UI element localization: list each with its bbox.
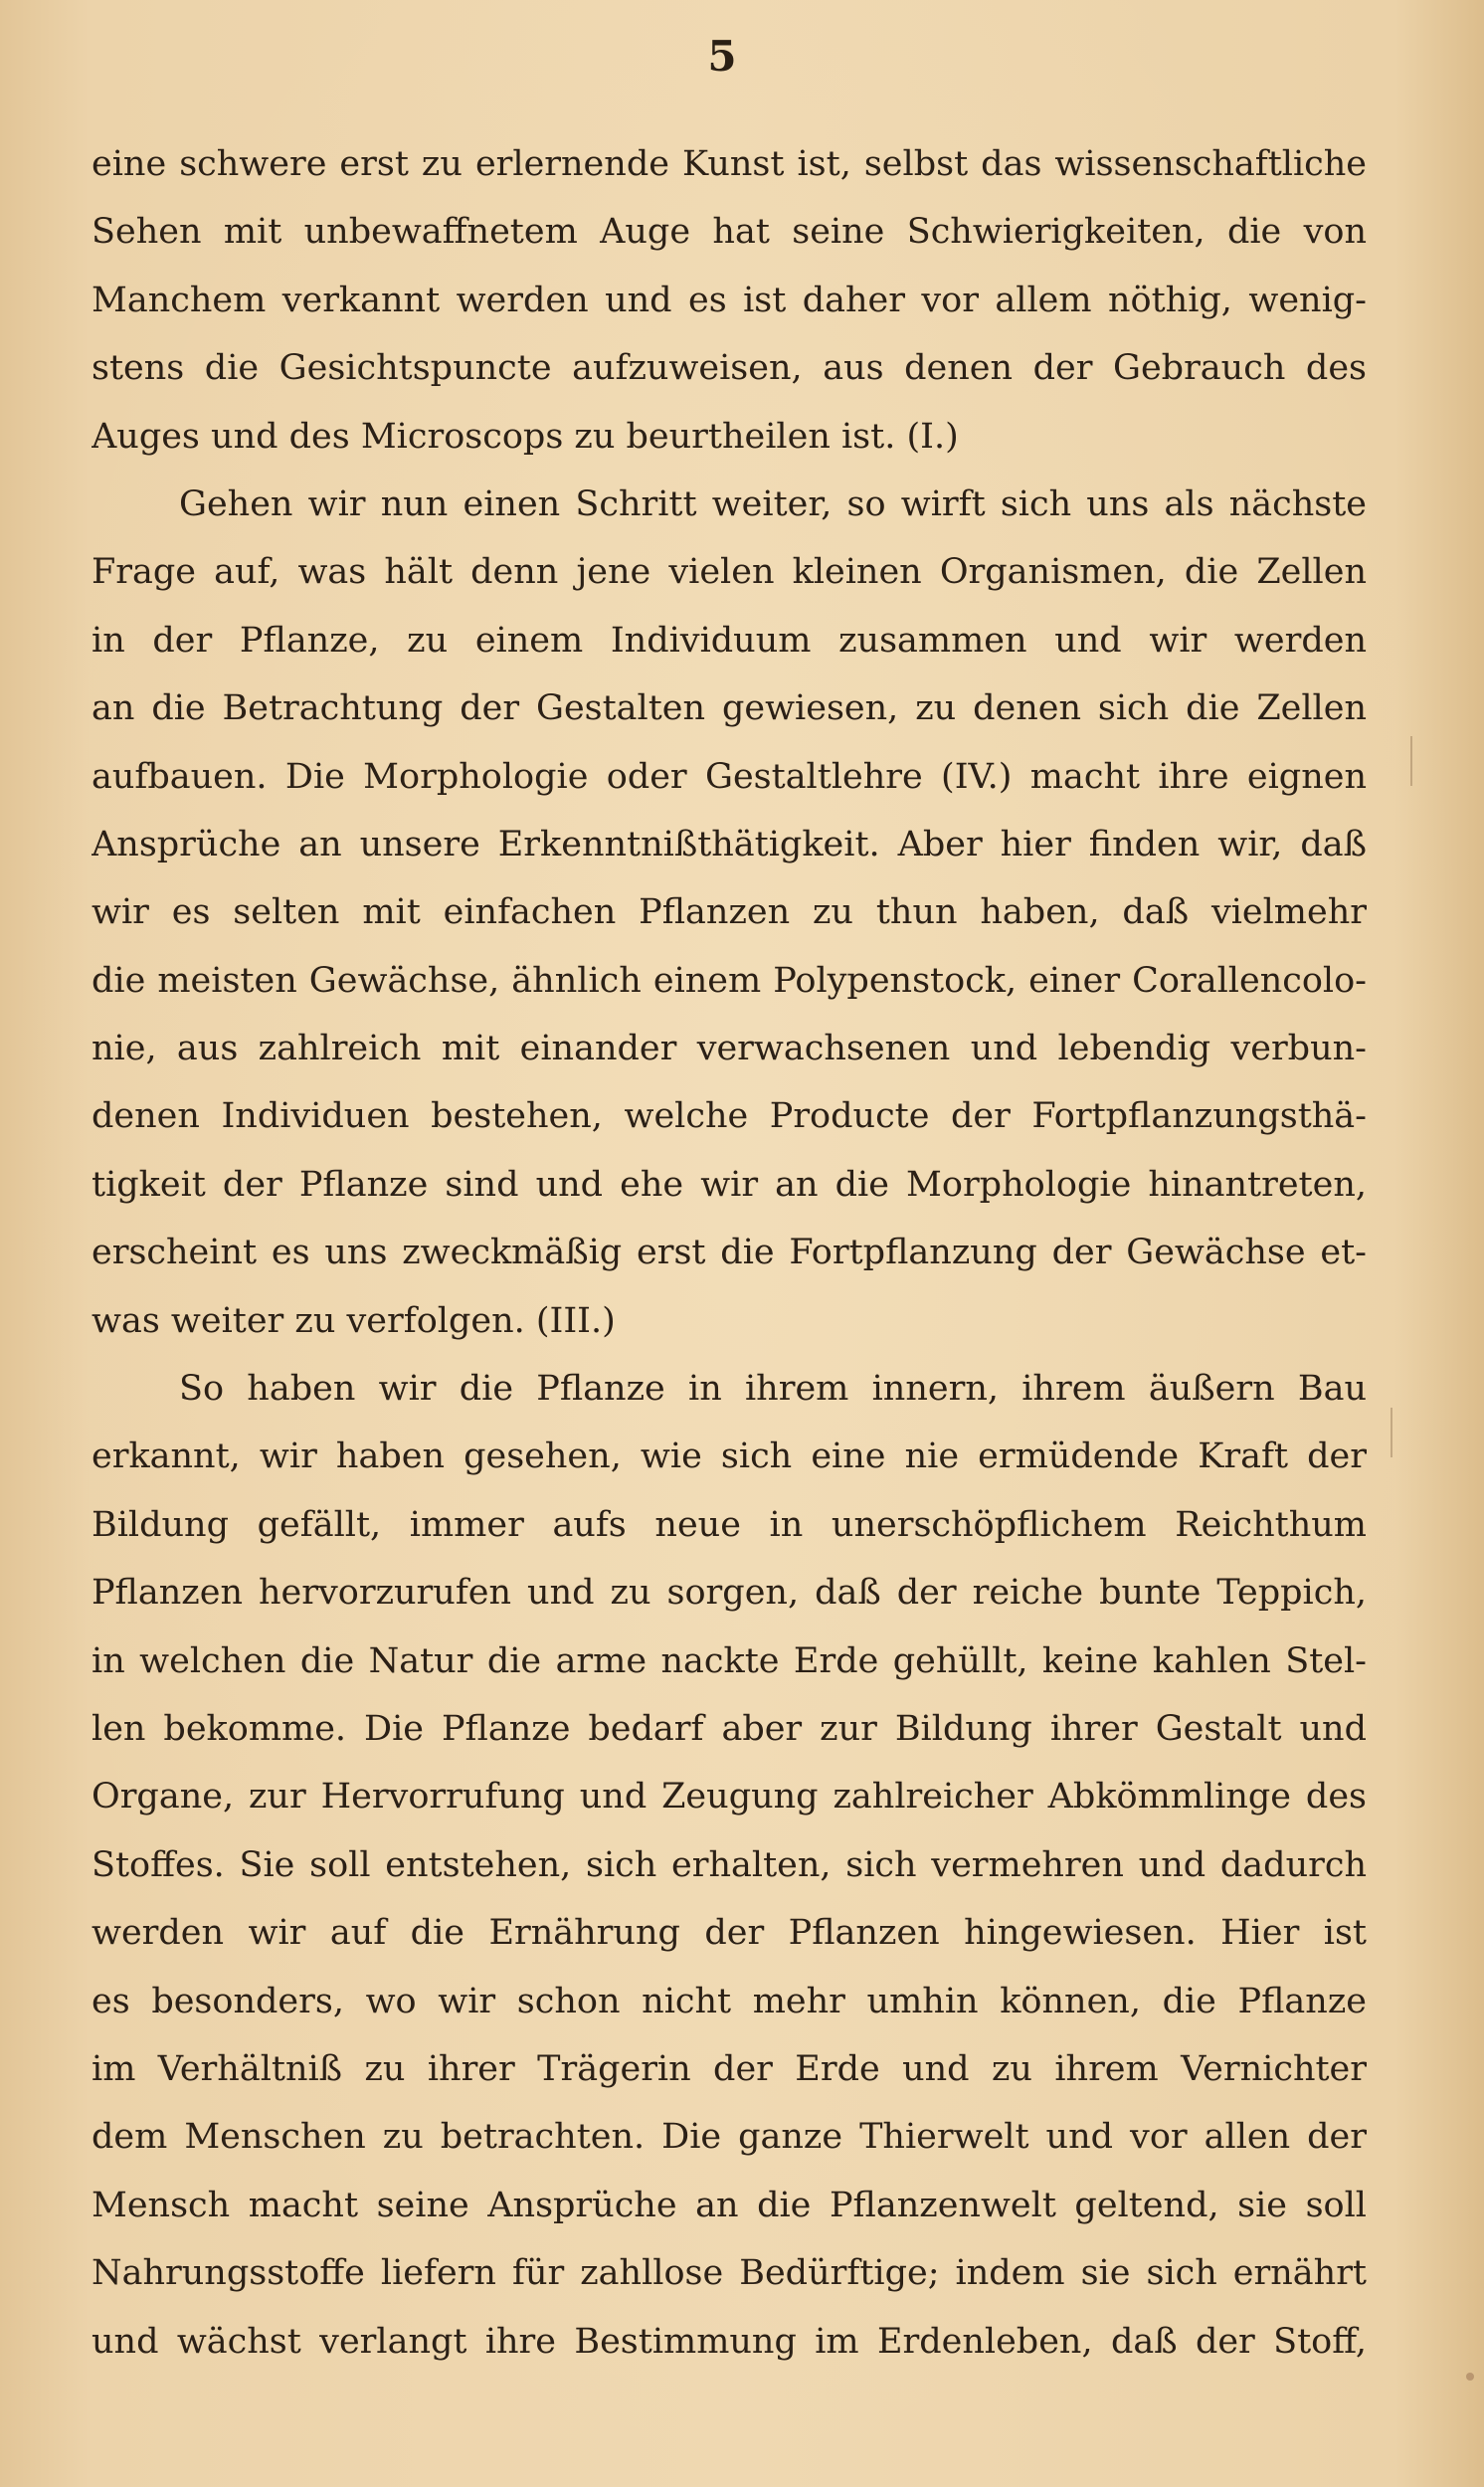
- text-line: im Verhältniß zu ihrer Trägerin der Erde und zu ihrem Vernichter: [92, 2048, 1367, 2089]
- text-line: werden wir auf die Ernährung der Pflanzen hingewiesen. Hier ist: [92, 1913, 1367, 1954]
- body-text: [92, 130, 1367, 2376]
- text-line: in der Pflanze, zu einem Individuum zusammen und wir werden: [92, 620, 1367, 661]
- text-line: und wächst verlangt ihre Bestimmung im Erdenleben, daß der Stoff,: [92, 2321, 1367, 2362]
- text-line: denen Individuen bestehen, welche Producte der Fortpflanzungsthä-: [92, 1096, 1367, 1137]
- text-line: Pflanzen hervorzurufen und zu sorgen, daß der reiche bunte Teppich,: [92, 1573, 1367, 1614]
- text-line: in welchen die Natur die arme nackte Erde gehüllt, keine kahlen Stel-: [92, 1640, 1367, 1681]
- text-line: tigkeit der Pflanze sind und ehe wir an die Morphologie hinantreten,: [92, 1164, 1367, 1205]
- page-number: 5: [707, 32, 737, 81]
- text-line: die meisten Gewächse, ähnlich einem Polypenstock, einer Corallencolo-: [92, 960, 1367, 1001]
- text-line: erkannt, wir haben gesehen, wie sich eine nie ermüdende Kraft der: [92, 1436, 1367, 1477]
- text-line: Gehen wir nun einen Schritt weiter, so wirft sich uns als nächste: [179, 483, 1367, 524]
- text-line: dem Menschen zu betrachten. Die ganze Thierwelt und vor allen der: [92, 2117, 1367, 2158]
- paper-spot: [1466, 2373, 1474, 2381]
- text-line: nie, aus zahlreich mit einander verwachsenen und lebendig verbun-: [92, 1029, 1367, 1069]
- margin-mark: [1391, 1408, 1392, 1457]
- text-line: Auges und des Microscops zu beurtheilen ist. (I.): [92, 416, 959, 457]
- text-line: wir es selten mit einfachen Pflanzen zu thun haben, daß vielmehr: [92, 892, 1367, 933]
- text-line: Organe, zur Hervorrufung und Zeugung zahlreicher Abkömmlinge des: [92, 1777, 1367, 1817]
- text-line: was weiter zu verfolgen. (III.): [92, 1300, 616, 1341]
- text-line: Nahrungsstoffe liefern für zahllose Bedürftige; indem sie sich ernährt: [92, 2253, 1367, 2294]
- text-line: Frage auf, was hält denn jene vielen kleinen Organismen, die Zellen: [92, 552, 1367, 593]
- text-line: an die Betrachtung der Gestalten gewiesen, zu denen sich die Zellen: [92, 688, 1367, 729]
- text-line: Manchem verkannt werden und es ist daher vor allem nöthig, wenig-: [92, 280, 1367, 320]
- text-line: Stoffes. Sie soll entstehen, sich erhalten, sich vermehren und dadurch: [92, 1844, 1367, 1885]
- text-line: Mensch macht seine Ansprüche an die Pflanzenwelt geltend, sie soll: [92, 2185, 1367, 2225]
- text-line: es besonders, wo wir schon nicht mehr umhin können, die Pflanze: [92, 1981, 1367, 2021]
- text-line: len bekomme. Die Pflanze bedarf aber zur Bildung ihrer Gestalt und: [92, 1708, 1367, 1749]
- text-line: Sehen mit unbewaffnetem Auge hat seine Schwierigkeiten, die von: [92, 212, 1367, 253]
- text-line: Bildung gefällt, immer aufs neue in unerschöpflichem Reichthum: [92, 1504, 1367, 1545]
- margin-mark: [1410, 736, 1412, 786]
- text-line: Ansprüche an unsere Erkenntnißthätigkeit. Aber hier finden wir, daß: [92, 824, 1367, 864]
- text-line: stens die Gesichtspuncte aufzuweisen, aus denen der Gebrauch des: [92, 348, 1367, 389]
- text-line: eine schwere erst zu erlernende Kunst ist, selbst das wissenschaftliche: [92, 144, 1367, 184]
- text-line: erscheint es uns zweckmäßig erst die Fortpflanzung der Gewächse et-: [92, 1233, 1367, 1273]
- text-line: So haben wir die Pflanze in ihrem innern, ihrem äußern Bau: [179, 1369, 1367, 1410]
- text-line: aufbauen. Die Morphologie oder Gestaltlehre (IV.) macht ihre eignen: [92, 756, 1367, 797]
